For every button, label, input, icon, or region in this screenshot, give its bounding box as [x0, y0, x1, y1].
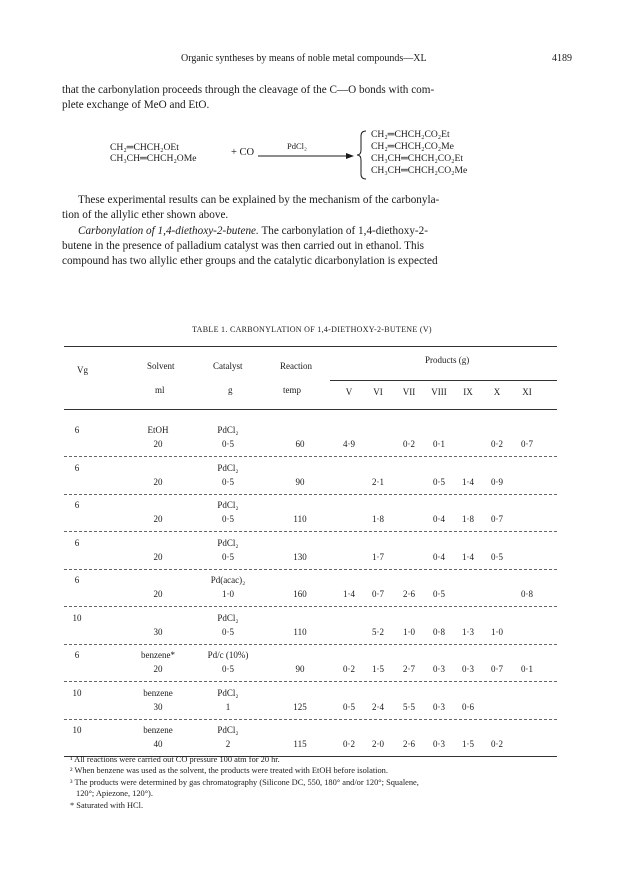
body-paragraph [62, 193, 570, 223]
temp-cell: 90 [295, 476, 305, 487]
row-separator [64, 531, 557, 532]
product-column-header: VIII [431, 387, 447, 397]
product-cell: 1·4 [343, 589, 355, 599]
product-cell: 2·0 [372, 739, 384, 749]
product-cell: 0·4 [433, 551, 445, 562]
text-line: tion of the allylic ether shown above. [62, 209, 229, 221]
catalyst-g-cell: 0·5 [222, 439, 234, 449]
catalyst-cell: Pd/c (10%) [207, 650, 249, 660]
product-brace-icon [356, 130, 368, 180]
vg-cell: 6 [74, 425, 80, 435]
product-cell: 1·7 [372, 551, 384, 562]
plus-co: + CO [231, 147, 255, 158]
header-vg: Vg [77, 365, 88, 375]
header-catalyst-unit: g [228, 385, 233, 395]
footnote: ¹ All reactions were carried out CO pressure 100 atm for 20 hr. [70, 755, 280, 764]
product-column-header: X [493, 387, 501, 397]
product-cell: 1·3 [462, 626, 474, 637]
temp-cell: 90 [295, 664, 305, 674]
product-cell: 0·3 [433, 664, 445, 674]
catalyst-cell: PdCl₂ [217, 425, 239, 435]
intro-paragraph [62, 83, 570, 113]
text-line: These experimental results can be explained by the mechanism of the carbonyla- [78, 194, 440, 206]
product-column-header: V [345, 387, 353, 397]
solvent-ml-cell: 20 [153, 664, 163, 674]
header-temp: temp [283, 385, 301, 395]
product-cell: 1·0 [491, 626, 503, 637]
product-cell: 0·7 [372, 589, 384, 599]
footnotes [70, 754, 570, 811]
temp-cell: 110 [293, 514, 307, 524]
product-cell: 1·4 [462, 476, 474, 487]
row-separator [64, 681, 557, 682]
footnote: 120°; Apiezone, 120°). [76, 789, 153, 799]
vg-cell: 6 [74, 462, 80, 473]
running-head [0, 53, 624, 67]
reaction-arrow-icon [258, 152, 354, 160]
header-catalyst: Catalyst [213, 361, 243, 371]
header-solvent: Solvent [147, 361, 175, 371]
footnote: ² When benzene was used as the solvent, the products were treated with EtOH before isolation. [70, 766, 388, 776]
temp-cell: 160 [293, 589, 307, 599]
product-cell: 0·3 [462, 664, 474, 674]
catalyst-cell: PdCl₂ [217, 537, 239, 548]
catalyst-cell: PdCl₂ [217, 462, 239, 473]
product-cell: 1·5 [462, 739, 474, 749]
product-formula: CH₃CH═CHCH₂CO₂Et [371, 153, 463, 164]
product-cell: 2·6 [403, 589, 415, 599]
footnote: * Saturated with HCl. [70, 800, 144, 810]
product-column-header: VI [373, 387, 383, 397]
product-cell: 0·8 [433, 626, 445, 637]
row-separator [64, 456, 557, 457]
product-cell: 0·7 [521, 439, 533, 449]
product-column-header: XI [522, 387, 532, 397]
solvent-ml-cell: 30 [153, 701, 163, 712]
product-formula: CH₃CH═CHCH₂CO₂Me [371, 165, 468, 176]
reactant-crotyl-methyl-ether: CH₃CH═CHCH₂OMe [110, 153, 197, 164]
temp-cell: 110 [293, 626, 307, 637]
product-cell: 1·0 [403, 626, 415, 637]
product-cell: 1·4 [462, 551, 474, 562]
product-cell: 1·5 [372, 664, 384, 674]
product-cell: 0·7 [491, 514, 503, 524]
text-line: plete exchange of MeO and EtO. [62, 99, 210, 111]
solvent-ml-cell: 40 [153, 739, 163, 749]
catalyst-g-cell: 1 [225, 701, 231, 712]
header-products: Products (g) [425, 355, 470, 365]
catalyst-cell: PdCl₂ [217, 687, 239, 698]
product-cell: 0·5 [343, 701, 355, 712]
row-separator [64, 569, 557, 570]
solvent-cell: benzene [143, 687, 173, 698]
product-cell: 0·2 [343, 739, 355, 749]
product-cell: 0·7 [491, 664, 503, 674]
temp-cell: 130 [293, 551, 307, 562]
vg-cell: 6 [74, 575, 80, 585]
product-cell: 0·5 [433, 476, 445, 487]
footnote: ³ The products were determined by gas chromatography (Silicone DC, 550, 180° and/or 120°; Squalene, [70, 777, 419, 787]
header-solvent-unit: ml [155, 385, 165, 395]
products-rule [330, 380, 557, 381]
product-cell: 2·1 [372, 476, 384, 487]
temp-cell: 115 [293, 739, 307, 749]
table-top-rule [64, 346, 557, 347]
catalyst-cell: Pd(acac)₂ [210, 575, 246, 585]
catalyst-g-cell: 0·5 [222, 551, 234, 562]
product-column-header: IX [463, 387, 473, 397]
product-cell: 2·4 [372, 701, 384, 712]
solvent-ml-cell: 20 [153, 514, 163, 524]
catalyst-g-cell: 0·5 [222, 514, 234, 524]
catalyst-g-cell: 0·5 [222, 664, 234, 674]
row-separator [64, 719, 557, 720]
vg-cell: 10 [72, 612, 82, 623]
section-title: Carbonylation of 1,4-diethoxy-2-butene. [78, 225, 259, 237]
catalyst-g-cell: 0·5 [222, 476, 234, 487]
catalyst-g-cell: 1·0 [222, 589, 234, 599]
solvent-cell: EtOH [147, 425, 169, 435]
temp-cell: 60 [295, 439, 305, 449]
product-cell: 2·7 [403, 664, 415, 674]
product-cell: 0·8 [521, 589, 533, 599]
product-formula: CH₂═CHCH₂CO₂Me [371, 141, 454, 152]
product-cell: 0·5 [433, 589, 445, 599]
table-caption: TABLE 1. CARBONYLATION OF 1,4-DIETHOXY-2-BUTENE (V) [192, 325, 432, 334]
page-number: 4189 [552, 53, 572, 64]
product-cell: 0·2 [491, 439, 503, 449]
temp-cell: 125 [293, 701, 307, 712]
product-cell: 4·9 [343, 439, 355, 449]
row-separator [64, 644, 557, 645]
product-cell: 5·2 [372, 626, 384, 637]
vg-cell: 10 [72, 687, 82, 698]
catalyst-cell: PdCl₂ [217, 500, 239, 510]
row-separator [64, 494, 557, 495]
reaction-scheme [0, 129, 624, 183]
catalyst-cell: PdCl₂ [217, 725, 239, 735]
vg-cell: 6 [74, 650, 80, 660]
product-cell: 0·1 [433, 439, 445, 449]
header-bottom-rule [64, 409, 557, 410]
product-cell: 5·5 [403, 701, 415, 712]
header-reaction: Reaction [280, 361, 312, 371]
solvent-ml-cell: 20 [153, 476, 163, 487]
solvent-cell: benzene* [141, 650, 175, 660]
vg-cell: 6 [74, 500, 80, 510]
product-cell: 0·5 [491, 551, 503, 562]
section-text: The carbonylation of 1,4-diethoxy-2- [261, 225, 428, 237]
scheme-catalyst: PdCl₂ [287, 141, 307, 151]
running-title: Organic syntheses by means of noble metal compounds—XL [181, 53, 427, 64]
product-cell: 0·6 [462, 701, 474, 712]
solvent-ml-cell: 20 [153, 439, 163, 449]
product-cell: 0·3 [433, 739, 445, 749]
catalyst-cell: PdCl₂ [217, 612, 239, 623]
product-cell: 1·8 [462, 514, 474, 524]
product-cell: 0·2 [491, 739, 503, 749]
text-line [62, 224, 570, 239]
vg-cell: 10 [72, 725, 82, 735]
solvent-ml-cell: 20 [153, 589, 163, 599]
product-column-header: VII [402, 387, 416, 397]
product-cell: 0·4 [433, 514, 445, 524]
catalyst-g-cell: 0·5 [222, 626, 234, 637]
row-separator [64, 606, 557, 607]
product-cell: 1·8 [372, 514, 384, 524]
section-paragraph [62, 224, 570, 269]
product-cell: 0·3 [433, 701, 445, 712]
catalyst-g-cell: 2 [225, 739, 231, 749]
solvent-ml-cell: 20 [153, 551, 163, 562]
vg-cell: 6 [74, 537, 80, 548]
solvent-cell: benzene [143, 725, 173, 735]
reactant-allyl-ethyl-ether: CH₂═CHCH₂OEt [110, 142, 179, 153]
product-cell: 0·1 [521, 664, 533, 674]
solvent-ml-cell: 30 [153, 626, 163, 637]
text-line: compound has two allylic ether groups and the catalytic dicarbonylation is expected [62, 255, 438, 267]
text-line: butene in the presence of palladium catalyst was then carried out in ethanol. This [62, 240, 425, 252]
product-cell: 0·9 [491, 476, 503, 487]
product-cell: 2·6 [403, 739, 415, 749]
product-cell: 0·2 [343, 664, 355, 674]
text-line: that the carbonylation proceeds through the cleavage of the C—O bonds with com- [62, 84, 435, 96]
product-cell: 0·2 [403, 439, 415, 449]
product-formula: CH₂═CHCH₂CO₂Et [371, 129, 450, 140]
